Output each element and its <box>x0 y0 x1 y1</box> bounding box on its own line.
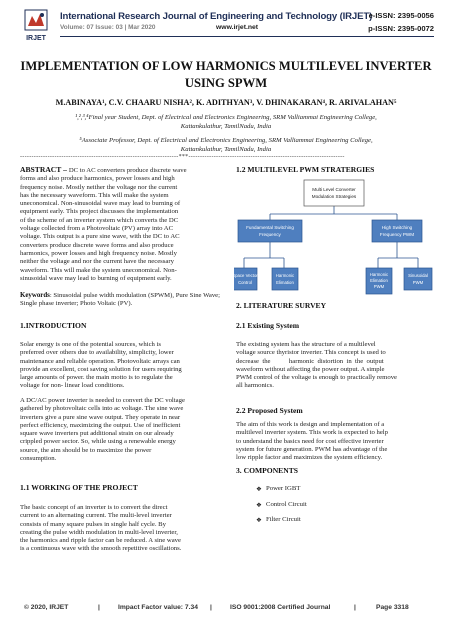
pwm-strategy-diagram <box>234 176 434 300</box>
intro-line: crippled power sector. So, while using a renewable energy <box>20 438 176 446</box>
bullet-icon: ❖ <box>256 502 262 509</box>
working-line: the harmonics and ripple factor can be reduced. A sine wave <box>20 537 181 545</box>
existing-system-paragraph <box>236 341 432 391</box>
high-switching-label: Frequency PWM <box>379 232 415 237</box>
footer-separator: | <box>354 604 356 611</box>
abstract-line: has the necessary waveform. This will make the system <box>20 191 169 199</box>
existing-line: voltage source thyristor inverter. This concept is used to <box>236 349 386 357</box>
section-separator: ---------------------------------------------------------------------***-------------------------------------------------------------------- <box>20 154 345 160</box>
intro-line: provide an excellent, cost saving solution for users requiring <box>20 365 182 373</box>
diagram-sinusoidal-pwm-node <box>404 268 432 290</box>
diagram-root-node <box>304 180 364 206</box>
fundamental-label: Fundamental Switching <box>246 225 294 230</box>
diagram-harmonic-elimination-node <box>272 268 298 290</box>
root-label: Modulation Strategies <box>311 194 357 199</box>
high-switching-label: High Switching <box>381 225 413 230</box>
bullet-icon: ❖ <box>256 517 262 524</box>
intro-line: Solar energy is one of the potential sources, which is <box>20 341 162 348</box>
intro-line: perfect efficiency, maximizing the output. Use of inefficient <box>20 421 181 429</box>
intro-line: voltage for non- linear load conditions. <box>20 382 125 390</box>
abstract-line: sinusoidal wave may lead to burning of equipment early. <box>20 274 172 282</box>
abstract-line: frequency noise. Mostly neither the voltage nor the current <box>20 183 178 191</box>
working-line: creating the pulse width modulation in multi-level inverter, <box>20 528 178 536</box>
existing-line: The existing system has the structure of a multilevel <box>236 341 376 348</box>
root-label: Multi Level Converter <box>312 187 356 192</box>
title-line-1: IMPLEMENTATION OF LOW HARMONICS MULTILEVEL INVERTER <box>20 59 432 73</box>
journal-name: International Research Journal of Engineering and Technology (IRJET) <box>60 11 373 22</box>
author-list: M.ABINAYA¹, C.V. CHAARU NISHA², K. ADITHYAN³, V. DHINAKARAN⁴, R. ARIVALAHAN⁵ <box>55 98 397 107</box>
sinusoidal-label: PWM <box>412 280 424 285</box>
proposed-line: multilevel inverter system. This work is expected to help <box>236 429 388 437</box>
footer-page-number: Page 3318 <box>376 604 409 611</box>
paper-title <box>20 58 432 92</box>
harmonic-pwm-label: Elimation <box>370 278 388 283</box>
intro-paragraph-2 <box>20 397 220 463</box>
keywords-text: : Sinusoidal pulse width modulation (SPWM), Pure Sine Wave; Single phase inverter; Photo Voltaic (PV). <box>20 292 220 308</box>
working-line: is a continuous wave with the smooth repetitive oscillations. <box>20 545 182 553</box>
abstract-line: neither the voltage and nor the current have the necessary <box>20 258 174 266</box>
p-issn: p-ISSN: 2395-0072 <box>368 24 434 33</box>
harmonic-label: Harmonic <box>275 273 295 278</box>
affiliation-line: ⁵Associate Professor, Dept. of Electrical and Electronics Engineering, SRM Valliammai Engineering College, <box>79 137 373 144</box>
diagram-fundamental-node <box>238 220 302 242</box>
intro-line: square wave inverters put additional strain on our already <box>20 430 174 438</box>
logo-text: IRJET <box>26 35 46 42</box>
abstract-label: ABSTRACT – <box>20 165 69 174</box>
diagram-space-vector-node <box>234 268 258 290</box>
footer-copyright: © 2020, IRJET <box>24 604 69 611</box>
working-heading: 1.1 WORKING OF THE PROJECT <box>20 483 138 492</box>
keywords-label: Keywords <box>20 292 50 299</box>
affiliation-line: ¹,²,³,⁴Final year Student, Dept. of Electrical and Electronics Engineering, SRM Valliammai Engineering College, <box>75 114 377 121</box>
component-item: Control Circuit <box>266 501 307 508</box>
affiliation-line: Kattankulathur, TamilNadu, India <box>180 145 272 153</box>
proposed-system-paragraph <box>236 421 432 462</box>
proposed-line: The aim of this work is design and implementation of a <box>236 421 385 428</box>
abstract-line: converters produce discrete wave forms and also produce <box>20 241 174 249</box>
space-vector-label: Space Vector <box>234 273 258 278</box>
component-item: Power IGBT <box>266 485 301 492</box>
intro-line: maintenance and reliable operation. Photovoltaic arrays can <box>20 357 180 365</box>
working-line: consists of many square pulses in single half cycle. By <box>20 520 166 528</box>
diagram-high-switching-node <box>372 220 422 242</box>
abstract-line-first: ABSTRACT – DC to AC converters produce discrete wave <box>20 165 187 174</box>
existing-system-heading: 2.1 Existing System <box>236 321 300 330</box>
proposed-line: system for future generation. PWM has advantage of the <box>236 445 388 453</box>
intro-line: gathered by photovoltaic cells into ac voltage. The sine wave <box>20 405 184 413</box>
pwm-heading: 1.2 MULTILEVEL PWM STRATERGIES <box>236 165 375 174</box>
intro-line: A DC/AC power inverter is needed to convert the DC voltage <box>20 397 185 404</box>
title-line-2: USING SPWM <box>184 76 268 90</box>
working-line: The basic concept of an inverter is to convert the direct <box>20 504 168 511</box>
intro-line: preferred over others due to availability, simplicity, lower <box>20 349 174 357</box>
literature-heading: 2. LITERATURE SURVEY <box>236 301 327 310</box>
affiliation-line: Kattankulathur, TamilNadu, India <box>180 122 272 130</box>
harmonic-pwm-label: Harmonic <box>369 272 389 277</box>
existing-line: PWM control of the voltage is enough to practically remove <box>236 374 398 382</box>
abstract <box>20 166 220 283</box>
abstract-line: equipment early. This project discusses the implementation <box>20 208 179 216</box>
components-heading: 3. COMPONENTS <box>236 466 299 475</box>
abstract-line: of the scheme of an inverter system which converts the DC <box>20 216 179 224</box>
header-rule <box>60 36 434 37</box>
abstract-line: voltage. This output is a pure sine wave, with the DC to AC <box>20 233 180 241</box>
proposed-line: low ripple factor and maximizes the system efficiency. <box>236 454 383 462</box>
sinusoidal-label: Sinusoidal <box>408 273 428 278</box>
proposed-line: to understand the basics need for cost effective inverter <box>236 437 384 445</box>
footer-iso: ISO 9001:2008 Certified Journal <box>230 604 331 611</box>
intro-line: inverters give a pure sine wave output. They operate in near <box>20 413 181 421</box>
abstract-line: uneconomical. Non-sinusoidal wave may lead to burning of <box>20 200 181 208</box>
journal-website[interactable]: www.irjet.net <box>216 24 259 31</box>
existing-line: decrease the harmonic distortion in the output <box>236 357 384 365</box>
working-paragraph <box>20 504 220 554</box>
diagram-harmonic-pwm-node <box>366 268 392 294</box>
component-item: Filter Circuit <box>266 516 301 523</box>
footer-impact-factor: Impact Factor value: 7.34 <box>118 604 198 611</box>
journal-header <box>20 7 434 49</box>
abstract-line: voltage collected from a Photovoltaic (PV) array into AC <box>20 225 174 233</box>
space-vector-label: Control <box>238 280 252 285</box>
abstract-line: forms and also produce harmonics, power losses and high <box>20 175 175 183</box>
fundamental-label: Frequency <box>259 232 281 237</box>
affiliation-students <box>20 114 432 131</box>
existing-line: all harmonics. <box>236 382 274 390</box>
intro-line: large amounts of power. the main motto is to regulate the <box>20 374 173 382</box>
affiliation-professor <box>20 137 432 154</box>
e-issn: e-ISSN: 2395-0056 <box>368 11 434 20</box>
working-line: current to an alternating current. The multi-level inverter <box>20 512 172 520</box>
bullet-icon: ❖ <box>256 486 262 493</box>
intro-line: consumption. <box>20 455 57 463</box>
volume-issue: Volume: 07 Issue: 03 | Mar 2020 <box>60 24 156 31</box>
intro-heading: 1.INTRODUCTION <box>20 321 87 330</box>
abstract-line: harmonics, power losses and high frequency noise. Mostly <box>20 249 177 257</box>
irjet-logo <box>22 8 50 46</box>
intro-paragraph-1 <box>20 341 220 391</box>
intro-line: source, the aim should be to maximize the power <box>20 446 152 454</box>
pwm-diagram-svg <box>234 176 434 300</box>
footer-separator: | <box>98 604 100 611</box>
keywords <box>20 292 220 309</box>
footer-separator: | <box>210 604 212 611</box>
harmonic-label: Elimation <box>276 280 294 285</box>
abstract-line: waveform. This will make the system uneconomical. Non- <box>20 266 177 274</box>
harmonic-pwm-label: PWM <box>373 284 385 289</box>
proposed-system-heading: 2.2 Proposed System <box>236 406 303 415</box>
existing-line: waveform without affecting the power output. A simple <box>236 365 385 373</box>
